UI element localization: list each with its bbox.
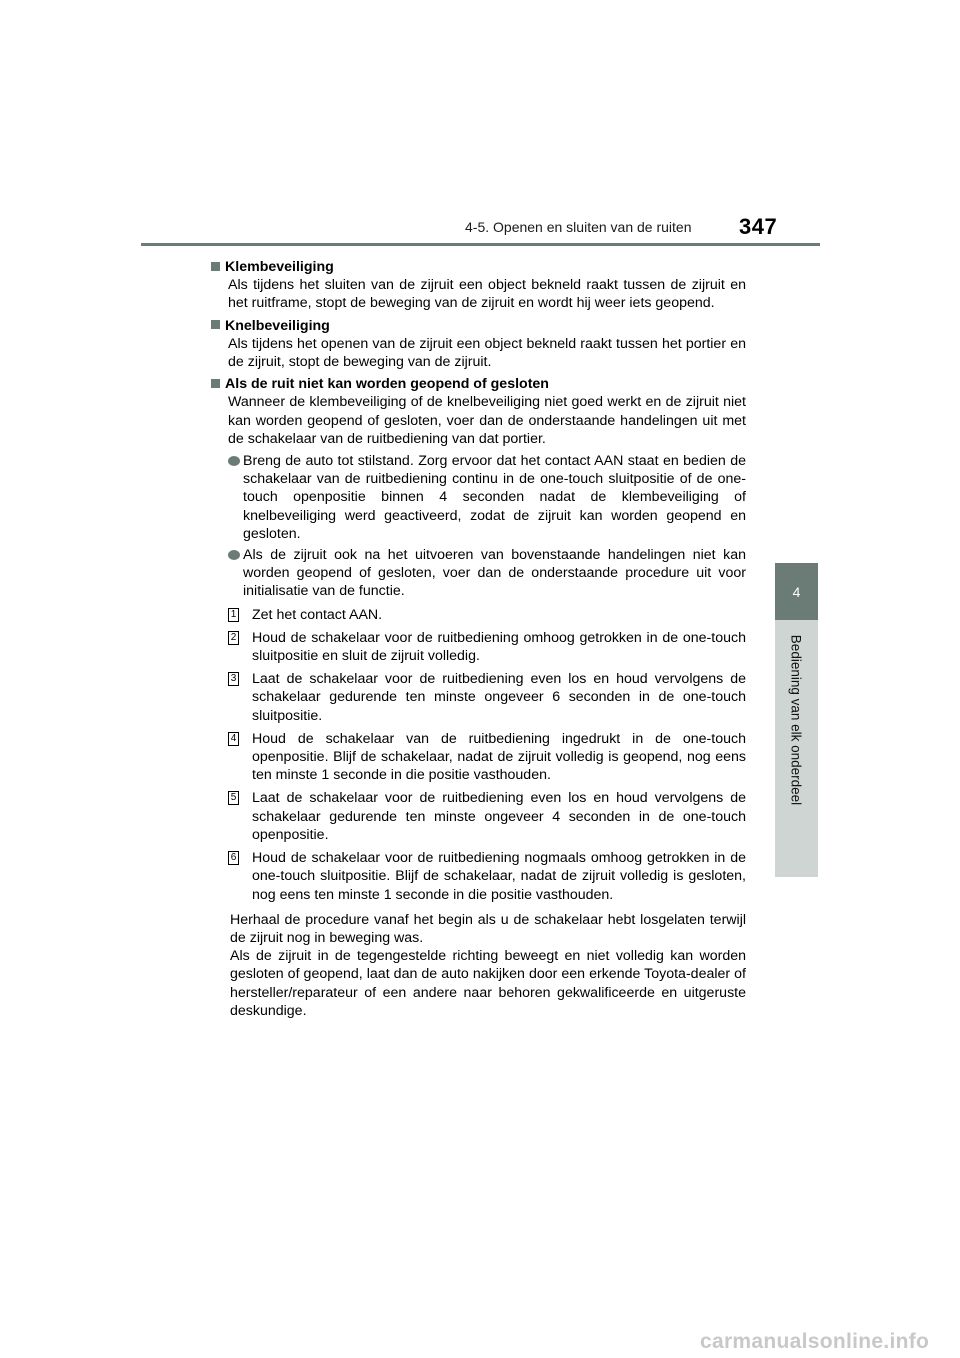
procedure-step xyxy=(211,606,746,624)
section-paragraph: Als tijdens het sluiten van de zijruit een object bekneld raakt tussen de zijruit en het ruitframe, stopt de beweging van de zijruit en wordt hij weer iets geopend. xyxy=(228,277,746,312)
procedure-step xyxy=(211,670,746,725)
bullet-text: Breng de auto tot stilstand. Zorg ervoor dat het contact AAN staat en bedien de schakelaar van de ruitbediening continu in de one-touch sluitpositie of de one-touch openpositie binnen 4 seconden nadat de klembeveiliging of knelbeveiliging werd geactiveerd, zodat de zijruit kan worden geopend en gesloten. xyxy=(243,453,746,542)
step-text: Laat de schakelaar voor de ruitbediening even los en houd vervolgens de schakelaar gedurende ten minste ongeveer 4 seconden in de one-touch openpositie. xyxy=(252,790,746,843)
bullet-text: Als de zijruit ook na het uitvoeren van bovenstaande handelingen niet kan worden geopend of gesloten, voer dan de onderstaande procedure uit voor initialisatie van de functie. xyxy=(243,547,746,600)
step-text: Houd de schakelaar voor de ruitbediening omhoog getrokken in de one-touch sluitpositie en sluit de zijruit volledig. xyxy=(252,629,746,665)
round-bullet-icon xyxy=(228,550,240,560)
step-number-box: 1 xyxy=(228,608,239,622)
procedure-step xyxy=(211,849,746,904)
step-text: Houd de schakelaar van de ruitbediening ingedrukt in de one-touch openpositie. Blijf de schakelaar, nadat de zijruit volledig is geopend, nog eens ten minste 1 seconde in die positie vasthouden. xyxy=(252,730,746,784)
section-heading-text: Als de ruit niet kan worden geopend of gesloten xyxy=(225,376,549,393)
chapter-tab: 4 xyxy=(775,563,818,620)
procedure-step xyxy=(211,789,746,844)
step-text: Zet het contact AAN. xyxy=(252,606,383,623)
step-number-box: 2 xyxy=(228,631,239,645)
section-heading xyxy=(211,375,746,393)
step-number-box: 6 xyxy=(228,851,239,865)
section-heading xyxy=(211,258,746,276)
list-item xyxy=(211,546,746,601)
square-bullet-icon xyxy=(211,320,220,329)
procedure-step xyxy=(211,730,746,785)
section-heading-text: Knelbeveiliging xyxy=(225,317,330,334)
step-number-box: 5 xyxy=(228,791,239,805)
step-text: Laat de schakelaar voor de ruitbediening even los en houd vervolgens de schakelaar gedurende ten minste ongeveer 6 seconden in de one-touch sluitpositie. xyxy=(252,671,746,724)
closing-paragraph xyxy=(211,911,746,1020)
step-text: Houd de schakelaar voor de ruitbediening nogmaals omhoog getrokken in de one-touch sluitpositie. Blijf de schakelaar, nadat de zijruit volledig is gesloten, nog eens ten minste 1 seconde in die positie vasthouden. xyxy=(252,850,746,903)
square-bullet-icon xyxy=(211,379,220,388)
watermark: carmanualsonline.info xyxy=(700,1330,930,1353)
section-paragraph: Als tijdens het openen van de zijruit een object bekneld raakt tussen het portier en de zijruit, stopt de beweging van de zijruit. xyxy=(228,335,746,371)
section-title: 4-5. Openen en sluiten van de ruiten xyxy=(465,219,692,235)
section-heading xyxy=(211,317,746,335)
closing-line: Als de zijruit in de tegengestelde richting beweegt en niet volledig kan worden gesloten of geopend, laat dan de auto nakijken door een erkende Toyota-dealer of hersteller/reparateur of een andere naar behoren gekwalificeerde en uitgeruste deskundige. xyxy=(230,948,746,1019)
section-heading-text: Klembeveiliging xyxy=(225,259,334,275)
page-content xyxy=(211,255,746,1020)
section-paragraph: Wanneer de klembeveiliging of de knelbeveiliging niet goed werkt en de zijruit niet kan worden geopend of gesloten, voer dan de onderstaande handelingen uit met de schakelaar van de ruitbediening van dat portier. xyxy=(228,394,746,447)
procedure-step xyxy=(211,629,746,665)
step-number-box: 4 xyxy=(228,732,239,746)
square-bullet-icon xyxy=(211,262,220,271)
header-divider xyxy=(141,243,820,246)
round-bullet-icon xyxy=(228,456,240,466)
chapter-title: Bediening van elk onderdeel xyxy=(788,634,804,806)
closing-line: Herhaal de procedure vanaf het begin als u de schakelaar hebt losgelaten terwijl de zijruit nog in beweging was. xyxy=(230,911,746,946)
list-item xyxy=(211,452,746,543)
page-number: 347 xyxy=(739,214,778,239)
step-number-box: 3 xyxy=(228,672,239,686)
